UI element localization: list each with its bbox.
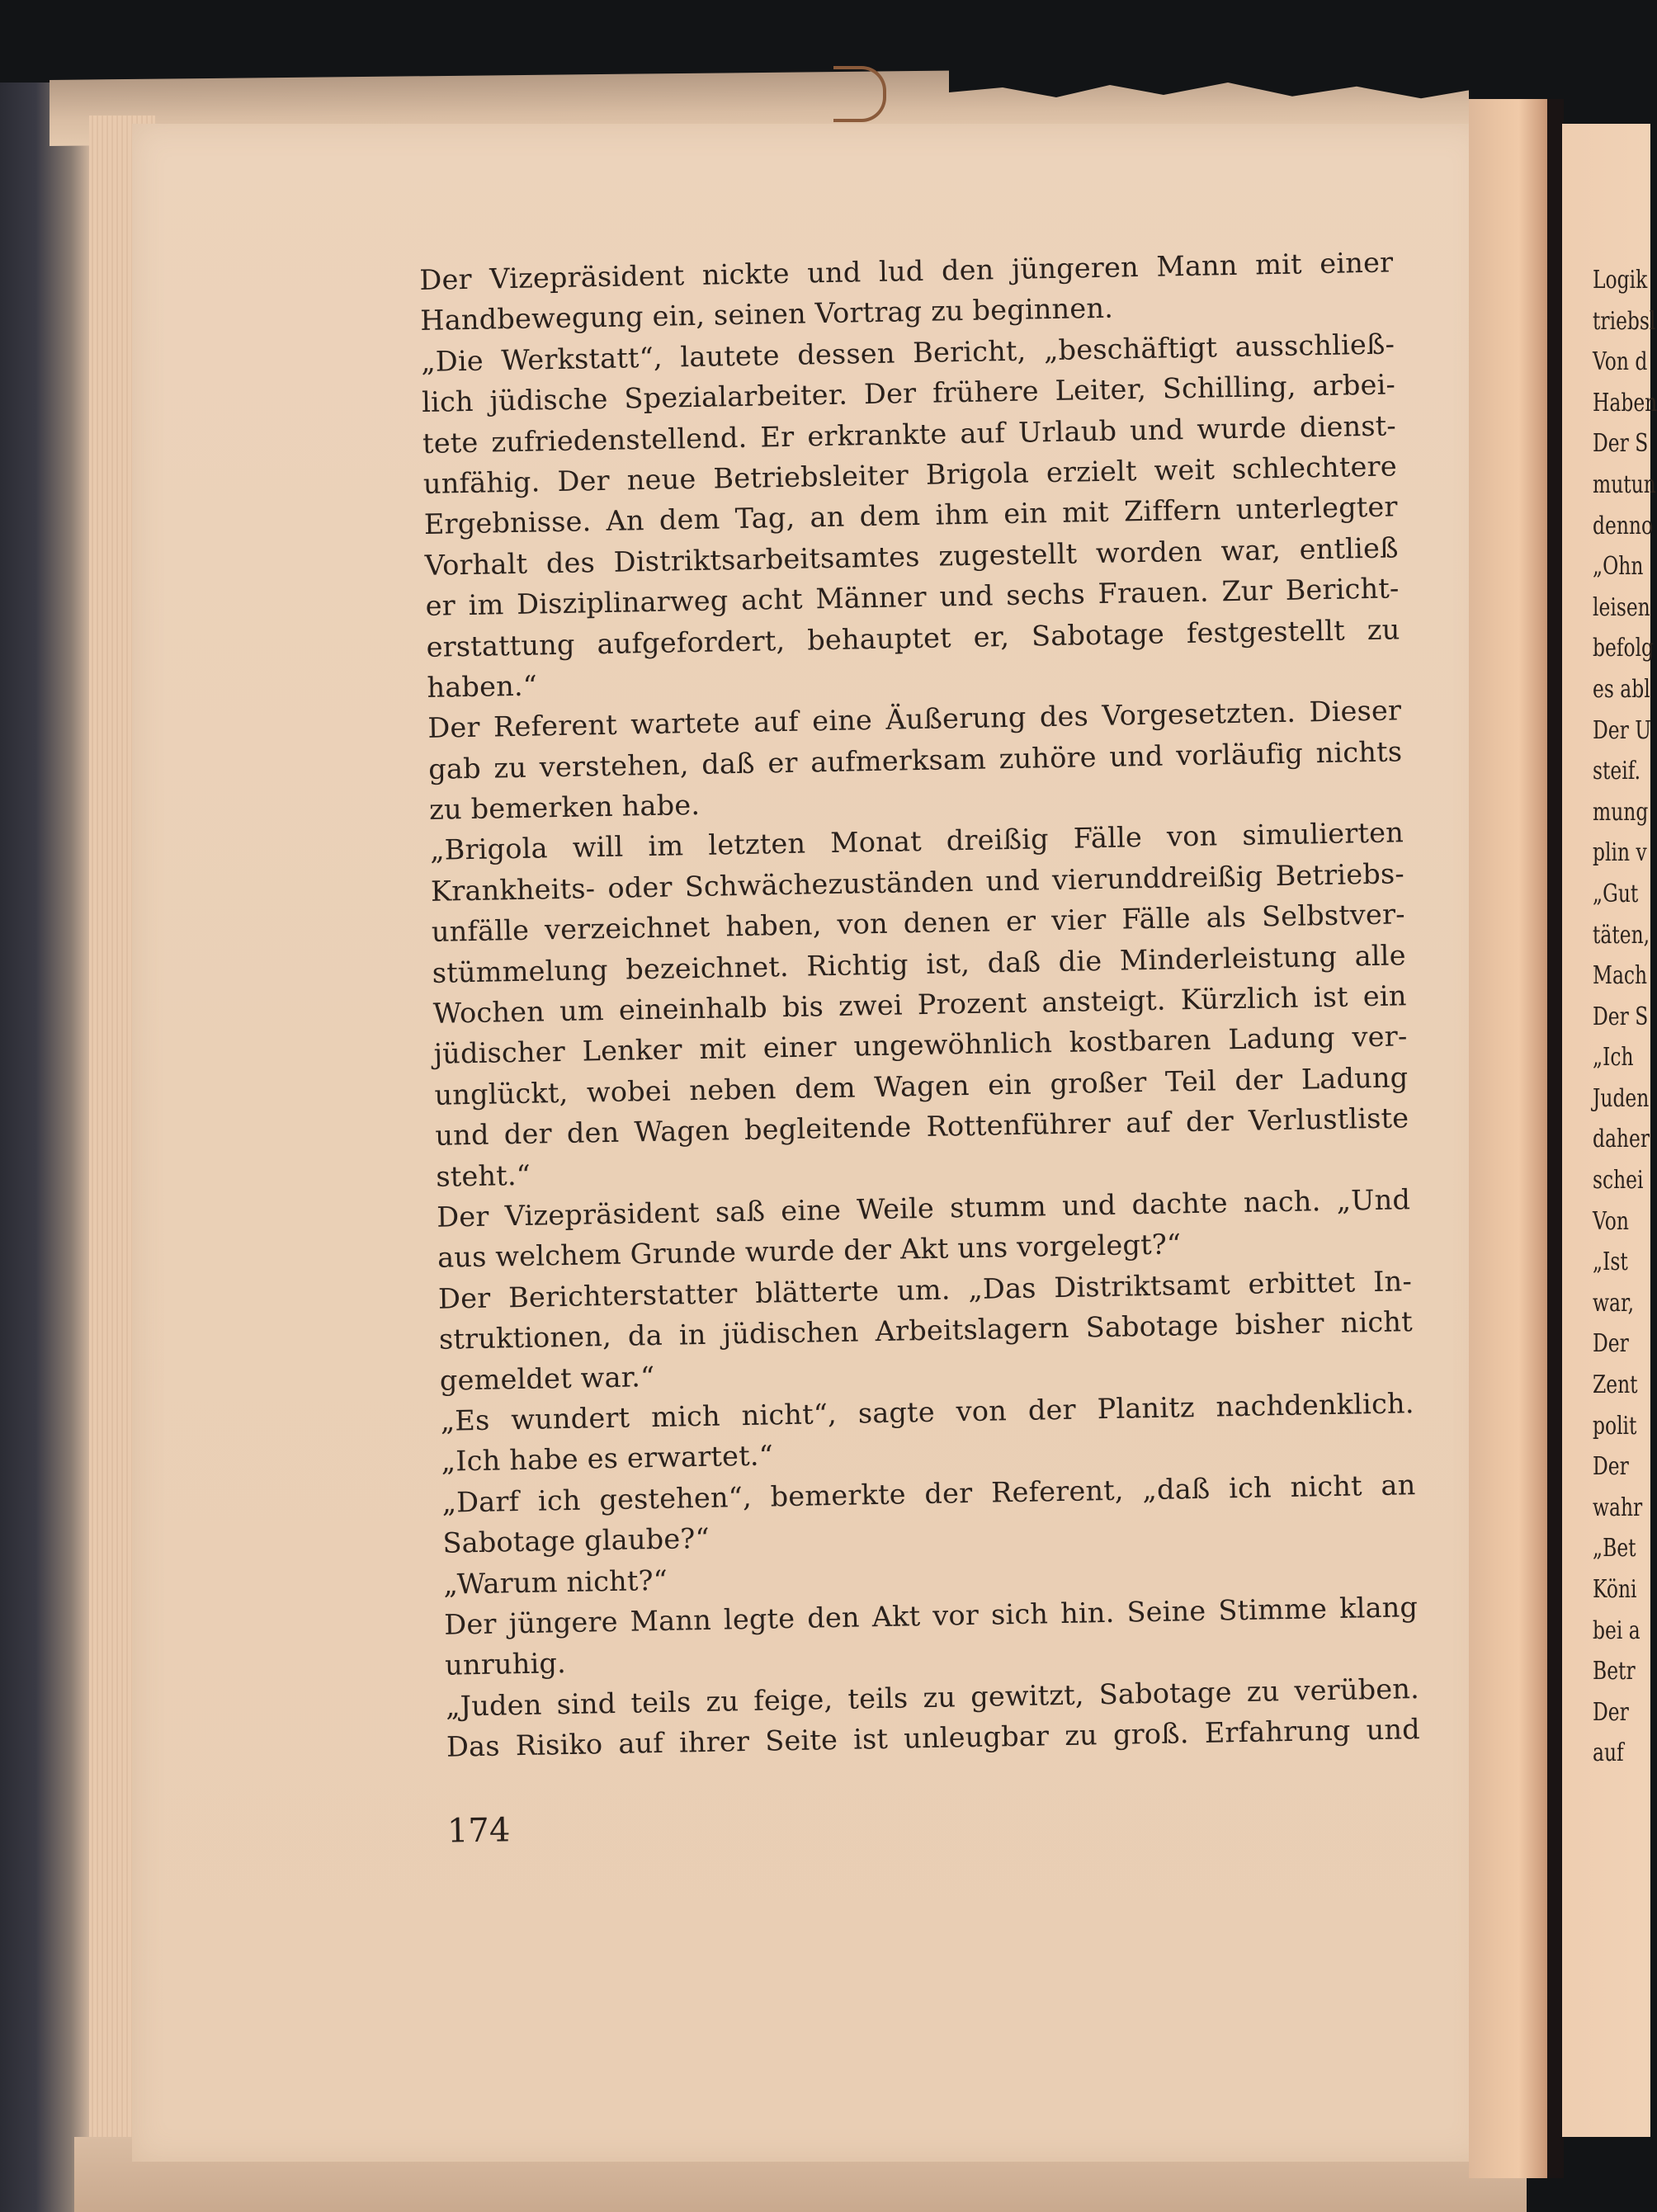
text-line: „Ich habe es erwartet.“ — [441, 1439, 774, 1479]
book-gutter — [1469, 99, 1560, 2178]
right-text-fragment: Haben — [1593, 388, 1657, 417]
text-line: er im Disziplinarweg acht Männer und sechs Frauen. Zur Bericht- — [425, 572, 1400, 623]
right-text-fragment: Der — [1593, 1697, 1629, 1727]
text-line: jüdischer Lenker mit einer ungewöhnlich kostbaren Ladung ver- — [433, 1020, 1408, 1071]
right-text-fragment: Mach — [1593, 961, 1648, 991]
text-line: Das Risiko auf ihrer Seite ist unleugbar zu groß. Erfahrung und — [446, 1713, 1421, 1763]
right-text-fragment: Von — [1593, 1206, 1629, 1236]
right-text-fragment: polit — [1593, 1411, 1637, 1441]
right-text-fragment: „Ich — [1593, 1043, 1634, 1073]
page-clip — [833, 66, 886, 122]
right-text-fragment: denno — [1593, 511, 1654, 540]
right-text-fragment: Logik — [1593, 266, 1648, 295]
right-text-fragment: befolg — [1593, 634, 1655, 663]
page-number: 174 — [446, 1811, 511, 1851]
right-text-fragment: Von d — [1593, 347, 1648, 377]
text-line: und der den Wagen begleitende Rottenführer auf der Verlustliste — [435, 1101, 1409, 1153]
right-text-fragment: es abl — [1593, 674, 1650, 704]
text-line: „Warum nicht?“ — [443, 1563, 668, 1601]
text-line: „Darf ich gestehen“, bemerkte der Referent, „daß ich nicht an — [441, 1468, 1416, 1519]
right-text-fragment: mung — [1593, 797, 1649, 827]
text-line: gab zu verstehen, daß er aufmerksam zuhöre und vorläufig nichts — [427, 734, 1403, 785]
text-line: Der Referent wartete auf eine Äußerung des Vorgesetzten. Dieser — [427, 694, 1402, 745]
text-line: Wochen um eineinhalb bis zwei Prozent ansteigt. Kürzlich ist ein — [432, 979, 1407, 1030]
right-text-fragment: auf — [1593, 1738, 1624, 1768]
text-line: struktionen, da in jüdischen Arbeitslagern Sabotage bisher nicht — [438, 1305, 1414, 1356]
right-page-text-fragments — [1593, 260, 1657, 1774]
right-text-fragment: „Gut — [1593, 879, 1639, 908]
text-line: Der jüngere Mann legte den Akt vor sich hin. Seine Stimme klang — [443, 1590, 1419, 1641]
right-text-fragment: Der — [1593, 1452, 1629, 1482]
text-line: unruhig. — [444, 1647, 567, 1681]
text-line: haben.“ — [427, 669, 538, 704]
text-line: tete zufriedenstellend. Er erkrankte auf Urlaub und wurde dienst- — [422, 408, 1397, 460]
text-line: „Die Werkstatt“, lautete dessen Bericht, „beschäftigt ausschließ- — [420, 328, 1395, 378]
right-text-fragment: „Bet — [1593, 1534, 1636, 1563]
right-text-fragment: täten, — [1593, 920, 1650, 950]
right-text-fragment: war, — [1593, 1288, 1635, 1318]
right-text-fragment: Der U — [1593, 715, 1651, 745]
right-text-fragment: schei — [1593, 1166, 1644, 1196]
right-text-fragment: „Ohn — [1593, 552, 1644, 582]
right-text-fragment: Betr — [1593, 1657, 1636, 1686]
right-text-fragment: wahr — [1593, 1493, 1643, 1522]
right-text-fragment: Köni — [1593, 1575, 1637, 1604]
right-text-fragment: Juden — [1593, 1083, 1650, 1113]
right-text-fragment: Der — [1593, 1329, 1629, 1359]
right-text-fragment: „Ist — [1593, 1247, 1628, 1277]
book-cover-edge — [0, 83, 89, 2212]
text-line: unfälle verzeichnet haben, von denen er vier Fälle als Selbstver- — [431, 898, 1406, 949]
right-text-fragment: Der S — [1593, 1002, 1649, 1031]
right-text-fragment: Zent — [1593, 1370, 1638, 1400]
text-line: Der Berichterstatter blätterte um. „Das Distriktsamt erbittet In- — [437, 1264, 1413, 1315]
text-line: „Juden sind teils zu feige, teils zu gewitzt, Sabotage zu verüben. — [445, 1672, 1420, 1723]
right-text-fragment: mutun — [1593, 469, 1656, 499]
text-line: Handbewegung ein, seinen Vortrag zu beginnen. — [419, 291, 1114, 337]
text-line: „Es wundert mich nicht“, sagte von der Planitz nachdenklich. — [440, 1387, 1414, 1437]
text-line: Sabotage glaube?“ — [442, 1521, 710, 1559]
text-line: „Brigola will im letzten Monat dreißig Fälle von simulierten — [429, 816, 1404, 867]
right-text-fragment: bei a — [1593, 1615, 1640, 1645]
text-line: Der Vizepräsident saß eine Weile stumm und dachte nach. „Und — [436, 1183, 1411, 1233]
right-text-fragment: daher — [1593, 1125, 1650, 1154]
right-text-fragment: triebsl — [1593, 306, 1656, 336]
right-text-fragment: Der S — [1593, 429, 1649, 459]
text-line: Vorhalt des Distriktsarbeitsamtes zugestellt worden war, entließ — [424, 531, 1399, 582]
right-text-fragment: plin v — [1593, 838, 1647, 868]
text-line: gemeldet war.“ — [439, 1360, 655, 1397]
text-line: Krankheits- oder Schwächezuständen und vierunddreißig Betriebs- — [430, 857, 1405, 908]
text-line: Der Vizepräsident nickte und lud den jüngeren Mann mit einer — [419, 246, 1394, 296]
right-text-fragment: leisen — [1593, 592, 1650, 622]
text-line: zu bemerken habe. — [428, 788, 701, 826]
text-line: erstattung aufgefordert, behauptet er, Sabotage festgestellt zu — [426, 612, 1400, 663]
gutter-shadow — [1547, 99, 1564, 2178]
text-line: aus welchem Grunde wurde der Akt uns vorgelegt?“ — [437, 1228, 1182, 1275]
text-line: unglückt, wobei neben dem Wagen ein großer Teil der Ladung — [434, 1061, 1409, 1111]
right-text-fragment: steif. — [1593, 757, 1641, 786]
text-line: stümmelung bezeichnet. Richtig ist, daß die Minderleistung alle — [432, 938, 1406, 989]
text-line: lich jüdische Spezialarbeiter. Der frühere Leiter, Schilling, arbei- — [421, 368, 1396, 419]
text-line: unfähig. Der neue Betriebsleiter Brigola erzielt weit schlechtere — [423, 450, 1398, 500]
page-text-block — [419, 242, 1420, 1767]
text-line: steht.“ — [436, 1158, 531, 1193]
text-line: Ergebnisse. An dem Tag, an dem ihm ein mit Ziffern unterlegter — [423, 490, 1399, 541]
